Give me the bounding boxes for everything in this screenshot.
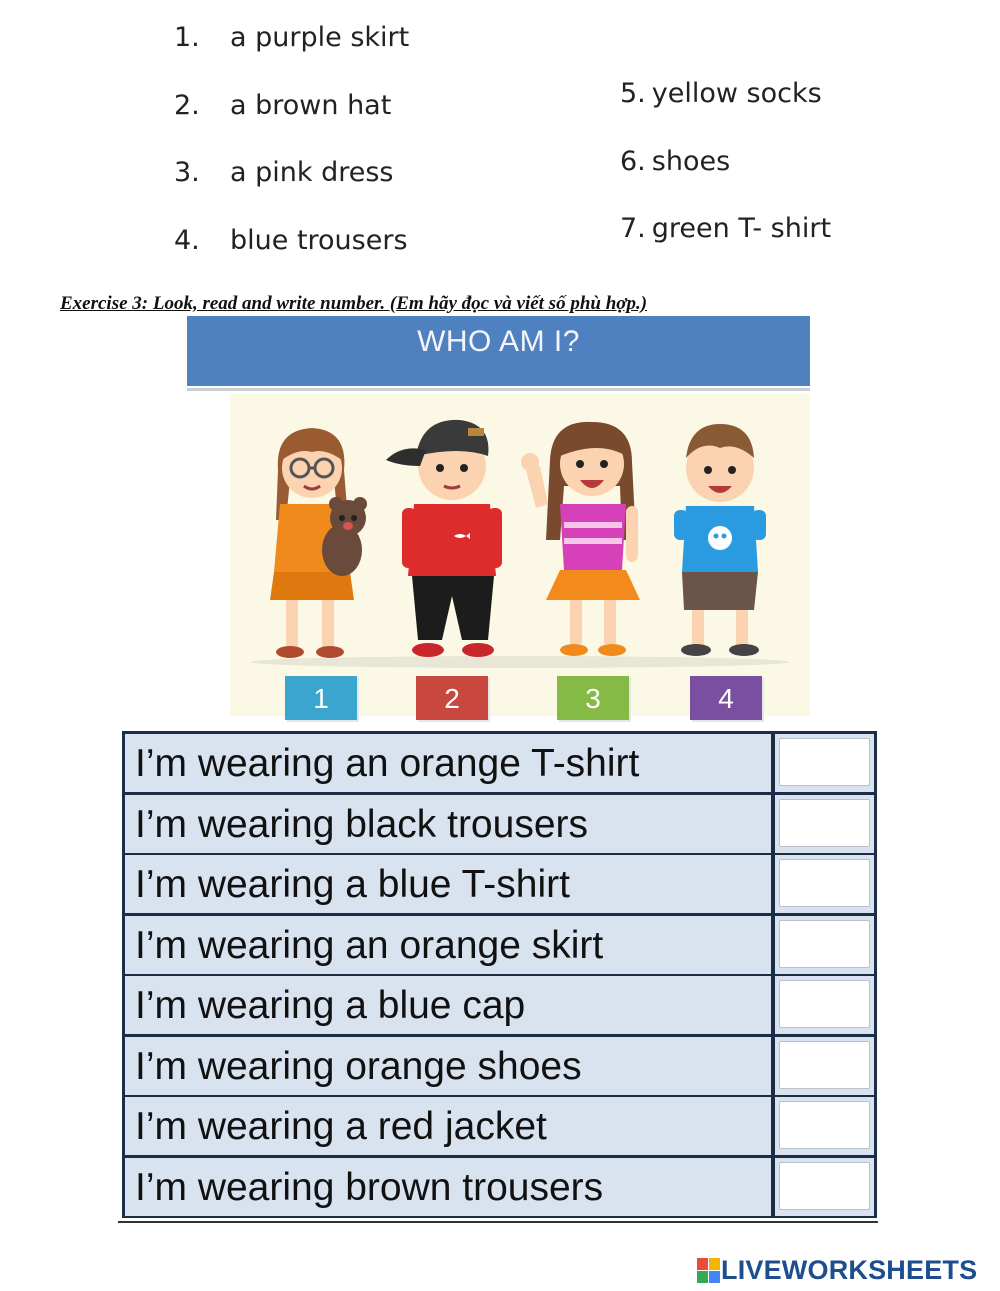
answer-input-5[interactable] [779, 980, 870, 1028]
vocab-text: a brown hat [230, 89, 392, 121]
vocab-item [174, 22, 504, 90]
who-am-i-banner: WHO AM I? [187, 316, 810, 386]
vocab-number: 3. [174, 157, 200, 188]
sentence-row [125, 795, 874, 855]
child-label-3 [557, 676, 629, 720]
child-label-1 [285, 676, 357, 720]
sentence-row [125, 1037, 874, 1097]
vocab-text: green T- shirt [651, 213, 832, 244]
answer-cell [775, 795, 874, 855]
logo-square-yellow [709, 1258, 720, 1270]
answer-cell [775, 1097, 874, 1157]
child-label-2-text: 2 [444, 683, 460, 714]
vocab-number: 6. [620, 145, 646, 177]
banner-divider [187, 388, 810, 391]
vocab-text: a purple skirt [230, 22, 410, 53]
vocab-text: a pink dress [230, 157, 394, 188]
sentence-row [125, 1158, 874, 1218]
vocab-item [174, 157, 504, 225]
vocab-number: 7. [620, 213, 646, 244]
sentence-table [122, 731, 877, 1218]
child-label-4-text: 4 [718, 683, 734, 714]
answer-input-3[interactable] [779, 859, 870, 907]
vocab-item [174, 90, 504, 158]
answer-cell [775, 1037, 874, 1097]
table-underline [118, 1221, 878, 1223]
vocab-item [620, 78, 950, 146]
answer-cell [775, 1158, 874, 1218]
vocab-text: yellow socks [651, 78, 822, 109]
vocabulary-list-left [174, 22, 504, 292]
liveworksheets-logo-icon [697, 1258, 719, 1282]
sentence-row [125, 855, 874, 915]
child-3-girl-waving [521, 422, 640, 656]
child-label-3-text: 3 [585, 683, 601, 714]
vocab-item [174, 225, 504, 293]
answer-cell [775, 916, 874, 976]
logo-square-green [697, 1271, 708, 1283]
sentence-text: I’m wearing a red jacket [125, 1097, 771, 1157]
sentence-text: I’m wearing brown trousers [125, 1158, 771, 1218]
vocab-number: 5. [620, 78, 646, 109]
vocab-item [620, 146, 950, 214]
sentence-row [125, 734, 874, 794]
sentence-row [125, 1097, 874, 1157]
answer-cell [775, 976, 874, 1036]
vocab-number: 1. [174, 22, 200, 53]
vocab-number: 2. [174, 89, 200, 121]
logo-square-red [697, 1258, 708, 1270]
exercise-title: Exercise 3: Look, read and write number. (Em hãy đọc và viết số phù hợp.) [60, 293, 648, 314]
answer-input-4[interactable] [779, 920, 870, 968]
answer-input-1[interactable] [779, 738, 870, 786]
sentence-row [125, 916, 874, 976]
vocab-text: shoes [651, 145, 731, 177]
child-label-1-text: 1 [313, 683, 329, 714]
logo-text: LIVEWORKSHEETS [721, 1254, 978, 1285]
sentence-row [125, 976, 874, 1036]
vocab-text: blue trousers [230, 224, 408, 256]
answer-cell [775, 855, 874, 915]
vocab-number: 4. [174, 224, 200, 256]
answer-input-7[interactable] [779, 1101, 870, 1149]
answer-input-6[interactable] [779, 1041, 870, 1089]
liveworksheets-logo [697, 1255, 977, 1285]
vocabulary-list-right [620, 78, 950, 281]
child-label-2 [416, 676, 488, 720]
sentence-text: I’m wearing an orange skirt [125, 916, 771, 976]
answer-cell [775, 734, 874, 794]
vocab-item [620, 213, 950, 281]
sentence-text: I’m wearing orange shoes [125, 1037, 771, 1097]
sentence-text: I’m wearing a blue cap [125, 976, 771, 1036]
sentence-text: I’m wearing an orange T-shirt [125, 734, 771, 794]
child-1-girl-glasses [270, 428, 367, 658]
sentence-text: I’m wearing black trousers [125, 795, 771, 855]
children-illustration [230, 400, 810, 670]
child-4-boy-blue-shirt [674, 424, 766, 656]
logo-square-blue [709, 1271, 720, 1283]
sentence-text: I’m wearing a blue T-shirt [125, 855, 771, 915]
answer-input-2[interactable] [779, 799, 870, 847]
child-2-boy-cap [386, 420, 502, 657]
answer-input-8[interactable] [779, 1162, 870, 1210]
child-label-4 [690, 676, 762, 720]
